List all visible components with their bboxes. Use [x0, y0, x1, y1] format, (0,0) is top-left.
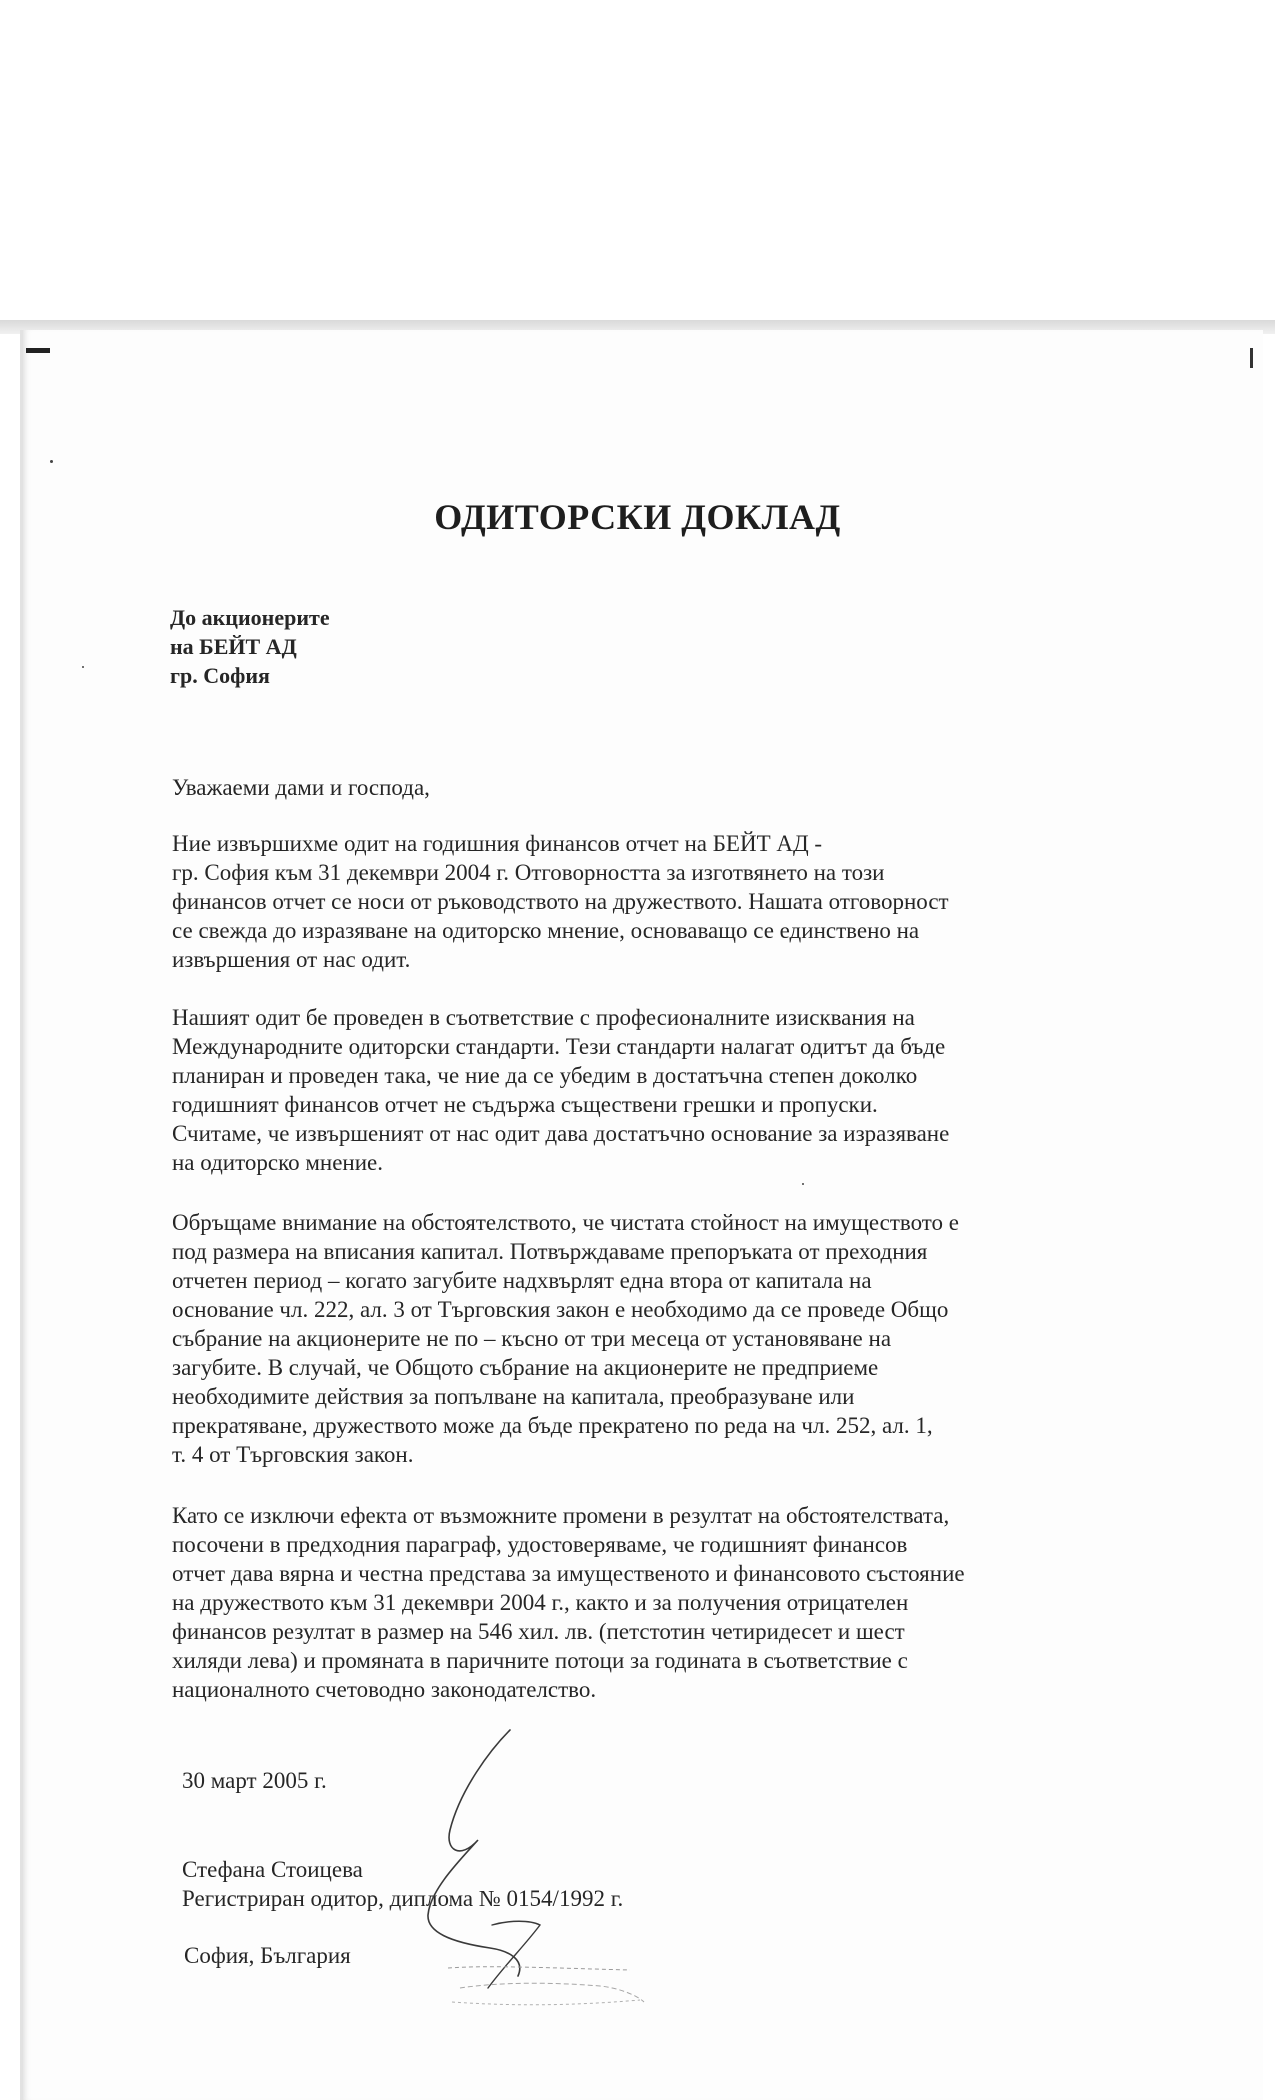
paragraph-line: основание чл. 222, ал. 3 от Търговския закон е необходимо да се проведе Общо: [172, 1297, 949, 1322]
report-date: 30 март 2005 г.: [182, 1768, 327, 1793]
paragraph-line: Като се изключи ефекта от възможните промени в резултат на обстоятелствата,: [172, 1503, 950, 1528]
paragraph-line: т. 4 от Търговския закон.: [172, 1442, 414, 1467]
paragraph-line: гр. София към 31 декември 2004 г. Отговорността за изготвянето на този: [172, 860, 885, 885]
addressee-block: [170, 603, 330, 690]
paragraph-line: се свежда до изразяване на одиторско мнение, основаващо се единствено на: [172, 918, 920, 943]
paragraph-line: финансов отчет се носи от ръководството на дружеството. Нашата отговорност: [172, 889, 949, 914]
scan-speck: [50, 460, 53, 463]
paragraph-line: отчет дава вярна и честна представа за имущественото и финансовото състояние: [172, 1561, 965, 1586]
scan-speck: [82, 666, 84, 668]
scan-edge-tick: [1250, 348, 1253, 368]
addressee-line: гр. София: [170, 663, 270, 688]
scan-speck: [802, 1183, 804, 1185]
paragraph-line: необходимите действия за попълване на капитала, преобразуване или: [172, 1384, 855, 1409]
paragraph-line: Ние извършихме одит на годишния финансов отчет на БЕЙТ АД -: [172, 831, 823, 856]
addressee-line: До акционерите: [170, 605, 330, 630]
paragraph-line: годишният финансов отчет не съдържа съществени грешки и пропуски.: [172, 1092, 878, 1117]
signature-stroke: [460, 1983, 644, 2002]
document-title: ОДИТОРСКИ ДОКЛАД: [434, 497, 841, 537]
paragraph-line: финансов резултат в размер на 546 хил. лв. (петстотин четиридесет и шест: [172, 1619, 905, 1644]
paragraph-line: Нашият одит бе проведен в съответствие с професионалните изисквания на: [172, 1005, 915, 1030]
paragraph-3: [172, 1208, 959, 1469]
auditor-credentials: Регистриран одитор, диплома № 0154/1992 г.: [182, 1886, 624, 1911]
paragraph-line: Международните одиторски стандарти. Тези стандарти налагат одитът да бъде: [172, 1034, 946, 1059]
salutation: Уважаеми дами и господа,: [172, 775, 430, 800]
paragraph-line: планиран и проведен така, че ние да се убедим в достатъчна степен доколко: [172, 1063, 918, 1088]
scan-corner-mark: [26, 348, 50, 353]
paragraph-line: прекратяване, дружеството може да бъде прекратено по реда на чл. 252, ал. 1,: [172, 1413, 933, 1438]
paragraph-4: [172, 1501, 965, 1704]
paragraph-line: Обръщаме внимание на обстоятелството, че чистата стойност на имуществото е: [172, 1210, 959, 1235]
paragraph-line: на одиторско мнение.: [172, 1150, 383, 1175]
paragraph-line: Считаме, че извършеният от нас одит дава достатъчно основание за изразяване: [172, 1121, 950, 1146]
handwritten-signature: [400, 1720, 680, 2010]
paragraph-line: националното счетоводно законодателство.: [172, 1677, 597, 1702]
paragraph-line: хиляди лева) и промяната в паричните потоци за годината в съответствие с: [172, 1648, 908, 1673]
addressee-line: на БЕЙТ АД: [170, 634, 297, 659]
signature-stroke: [428, 1730, 520, 1976]
paragraph-line: под размера на вписания капитал. Потвърждаваме препоръката от преходния: [172, 1239, 928, 1264]
signature-stroke: [448, 1967, 630, 1970]
paragraph-line: събрание на акционерите не по – късно от три месеца от установяване на: [172, 1326, 892, 1351]
paragraph-line: отчетен период – когато загубите надхвърлят една втора от капитала на: [172, 1268, 872, 1293]
paragraph-1: [172, 829, 949, 974]
auditor-name: Стефана Стоицева: [182, 1857, 363, 1882]
signature-stroke: [488, 1921, 540, 1988]
paragraph-line: на дружеството към 31 декември 2004 г., както и за получения отрицателен: [172, 1590, 909, 1615]
paragraph-line: посочени в предходния параграф, удостоверяваме, че годишният финансов: [172, 1532, 908, 1557]
paragraph-line: загубите. В случай, че Общото събрание на акционерите не предприеме: [172, 1355, 879, 1380]
paragraph-line: извършения от нас одит.: [172, 947, 411, 972]
signature-stroke: [452, 2000, 640, 2005]
paragraph-2: [172, 1003, 949, 1177]
report-location: София, България: [184, 1943, 351, 1968]
